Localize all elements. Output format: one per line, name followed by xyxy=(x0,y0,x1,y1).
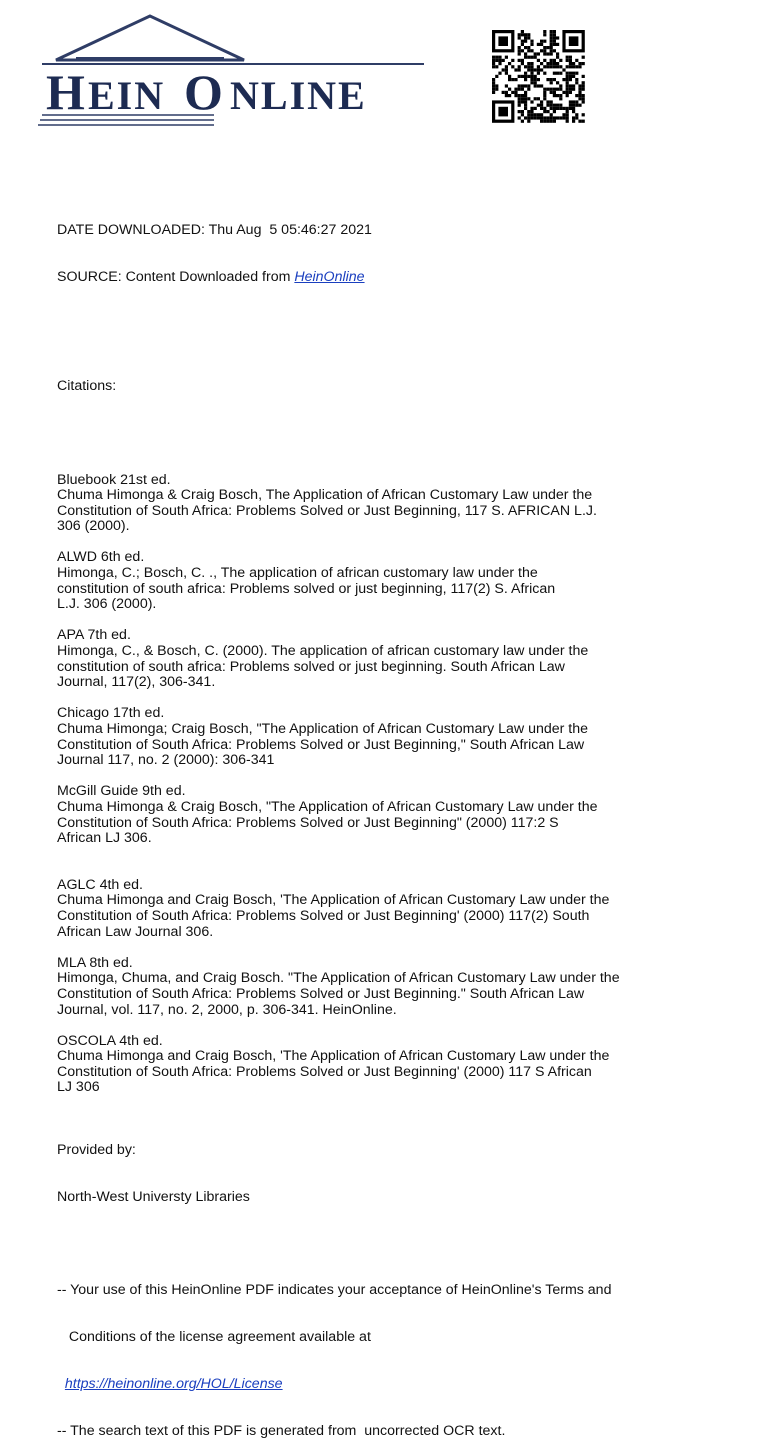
citation-block xyxy=(57,473,697,535)
provided-by-value: North-West Universty Libraries xyxy=(57,1188,250,1205)
citation-style: OSCOLA 4th ed. xyxy=(57,1032,163,1049)
citation-text-line: 306 (2000). xyxy=(57,518,130,535)
citation-style: MLA 8th ed. xyxy=(57,954,133,971)
citation-text-line: Himonga, Chuma, and Craig Bosch. "The Application of African Customary Law under the xyxy=(57,970,620,987)
svg-text:O: O xyxy=(184,64,225,120)
citation-style: Chicago 17th ed. xyxy=(57,705,165,722)
citation-block xyxy=(57,550,697,612)
citation-text-line: Chuma Himonga & Craig Bosch, "The Application of African Customary Law under the xyxy=(57,798,598,815)
source-prefix: SOURCE: Content Downloaded from xyxy=(57,268,295,285)
citation-text-line: Chuma Himonga and Craig Bosch, 'The Application of African Customary Law under the xyxy=(57,1048,610,1065)
terms-notice-line1: -- Your use of this HeinOnline PDF indicates your acceptance of HeinOnline's Terms and xyxy=(57,1282,612,1299)
svg-text:EIN: EIN xyxy=(88,73,166,118)
license-link[interactable]: https://heinonline.org/HOL/License xyxy=(64,1375,283,1392)
citation-text-line: Chuma Himonga; Craig Bosch, "The Application of African Customary Law under the xyxy=(57,721,589,737)
citation-text-line: Constitution of South Africa: Problems Solved or Just Beginning' (2000) 117 S African xyxy=(57,1063,592,1080)
citation-text-line: Constitution of South Africa: Problems Solved or Just Beginning" (2000) 117:2 S xyxy=(57,814,559,831)
citation-block xyxy=(57,956,697,1018)
citations-list xyxy=(57,473,697,1097)
license-line xyxy=(57,1377,697,1393)
heinonline-link[interactable]: HeinOnline xyxy=(294,268,365,285)
svg-text:H: H xyxy=(46,64,87,120)
citation-text-line: Journal 117, no. 2 (2000): 306-341 xyxy=(57,752,275,769)
citations-heading: Citations: xyxy=(57,377,117,394)
citation-text-line: L.J. 306 (2000). xyxy=(57,596,157,613)
citation-page xyxy=(57,192,697,1455)
citation-text-line: constitution of south africa: Problems solved or just beginning, 117(2) S. African xyxy=(57,580,556,597)
citation-text-line: Journal, 117(2), 306-341. xyxy=(57,674,216,691)
citation-block xyxy=(57,628,697,690)
citation-text-line: LJ 306 xyxy=(57,1079,100,1096)
citation-block xyxy=(57,1034,697,1096)
terms-notice-line2: Conditions of the license agreement available at xyxy=(57,1328,371,1345)
citation-block xyxy=(57,878,697,940)
provided-by-label: Provided by: xyxy=(57,1141,136,1158)
citation-text-line: Constitution of South Africa: Problems Solved or Just Beginning, 117 S. AFRICAN L.J. xyxy=(57,502,597,519)
citation-style: Bluebook 21st ed. xyxy=(57,471,171,488)
citation-text-line: Constitution of South Africa: Problems Solved or Just Beginning," South African Law xyxy=(57,736,585,753)
citation-style: McGill Guide 9th ed. xyxy=(57,783,186,800)
qr-code xyxy=(487,29,591,123)
source-line xyxy=(57,270,697,286)
citation-style: APA 7th ed. xyxy=(57,627,131,644)
svg-text:NLINE: NLINE xyxy=(230,73,367,118)
citation-text-line: constitution of south africa: Problems solved or just beginning. South African Law xyxy=(57,658,565,675)
citation-text-line: Journal, vol. 117, no. 2, 2000, p. 306-341. HeinOnline. xyxy=(57,1001,397,1018)
heinonline-logo xyxy=(36,14,428,132)
citation-text-line: Chuma Himonga and Craig Bosch, 'The Application of African Customary Law under the xyxy=(57,892,610,909)
citation-text-line: Himonga, C.; Bosch, C. ., The application of african customary law under the xyxy=(57,565,538,582)
citation-style: ALWD 6th ed. xyxy=(57,549,145,566)
ocr-notice: -- The search text of this PDF is generated from uncorrected OCR text. xyxy=(57,1422,506,1439)
citation-block xyxy=(57,706,697,768)
citation-text-line: African Law Journal 306. xyxy=(57,923,214,940)
citation-text-line: Himonga, C., & Bosch, C. (2000). The application of african customary law under the xyxy=(57,643,589,660)
citation-style: AGLC 4th ed. xyxy=(57,876,143,893)
citation-text-line: Constitution of South Africa: Problems Solved or Just Beginning." South African Law xyxy=(57,985,585,1002)
citation-text-line: Chuma Himonga & Craig Bosch, The Application of African Customary Law under the xyxy=(57,487,593,504)
citation-block xyxy=(57,784,697,846)
citation-text-line: African LJ 306. xyxy=(57,830,152,847)
date-downloaded: DATE DOWNLOADED: Thu Aug 5 05:46:27 2021 xyxy=(57,222,372,239)
citation-text-line: Constitution of South Africa: Problems Solved or Just Beginning' (2000) 117(2) South xyxy=(57,907,590,924)
